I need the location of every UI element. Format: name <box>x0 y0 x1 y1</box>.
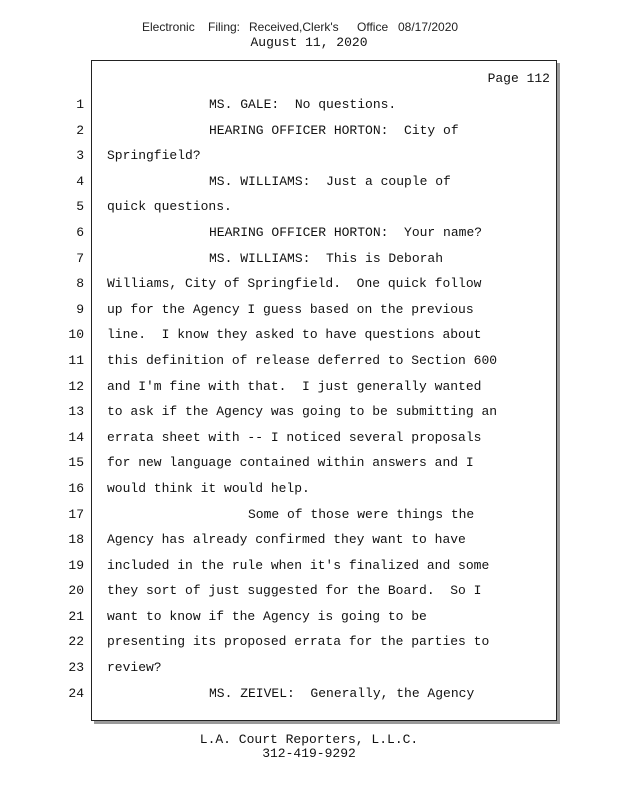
line-number: 20 <box>68 583 84 599</box>
hearing-date: August 11, 2020 <box>250 35 368 50</box>
page-number: Page 112 <box>487 71 550 86</box>
transcript-line: presenting its proposed errata for the parties to <box>107 634 490 650</box>
filing-stamp <box>0 20 618 36</box>
line-number: 3 <box>76 148 84 164</box>
line-number: 1 <box>76 97 84 112</box>
transcript-text <box>107 92 555 706</box>
line-number: 2 <box>76 122 84 138</box>
transcript-line: Agency has already confirmed they want to have <box>107 532 466 548</box>
transcript-line: MS. WILLIAMS: Just a couple of <box>209 173 451 189</box>
line-number: 7 <box>76 250 84 266</box>
transcript-line: to ask if the Agency was going to be submitting an <box>107 404 498 420</box>
line-number: 23 <box>68 660 84 676</box>
transcript-line: want to know if the Agency is going to be <box>107 608 427 624</box>
transcript-line: Williams, City of Springfield. One quick follow <box>107 276 482 292</box>
transcript-line: MS. GALE: No questions. <box>209 97 397 112</box>
line-numbers <box>0 92 86 706</box>
transcript-line: MS. WILLIAMS: This is Deborah <box>209 250 444 266</box>
page-footer <box>0 733 618 761</box>
line-number: 14 <box>68 429 84 445</box>
transcript-line: Some of those were things the <box>248 506 475 522</box>
transcript-line: this definition of release deferred to Section 600 <box>107 352 498 368</box>
line-number: 6 <box>76 224 84 240</box>
line-number: 18 <box>68 532 84 548</box>
transcript-line: review? <box>107 660 162 676</box>
line-number: 10 <box>68 327 84 343</box>
reporter-company: L.A. Court Reporters, L.L.C. <box>199 732 419 747</box>
line-number: 22 <box>68 634 84 650</box>
reporter-phone: 312-419-9292 <box>262 746 356 761</box>
stamp-office: Office <box>357 20 389 34</box>
line-number: 13 <box>68 404 84 420</box>
transcript-line: and I'm fine with that. I just generally wanted <box>107 378 482 394</box>
line-number: 16 <box>68 480 84 496</box>
line-number: 12 <box>68 378 84 394</box>
transcript-line: line. I know they asked to have questions about <box>107 327 482 343</box>
transcript-line: quick questions. <box>107 199 232 215</box>
transcript-line: included in the rule when it's finalized and some <box>107 557 490 573</box>
transcript-line: HEARING OFFICER HORTON: City of <box>209 122 459 138</box>
line-number: 11 <box>68 352 84 368</box>
transcript-line: would think it would help. <box>107 480 310 496</box>
line-number: 15 <box>68 455 84 471</box>
transcript-line: for new language contained within answers and I <box>107 455 474 471</box>
transcript-line: they sort of just suggested for the Board. So I <box>107 583 482 599</box>
line-number: 9 <box>76 301 84 317</box>
line-number: 17 <box>68 506 84 522</box>
line-number: 21 <box>68 608 84 624</box>
transcript-line: up for the Agency I guess based on the previous <box>107 301 474 317</box>
stamp-received: Received,Clerk's <box>249 20 339 34</box>
transcript-line: MS. ZEIVEL: Generally, the Agency <box>209 685 475 701</box>
transcript-line: Springfield? <box>107 148 201 164</box>
line-number: 24 <box>68 685 84 701</box>
transcript-line: HEARING OFFICER HORTON: Your name? <box>209 224 483 240</box>
transcript-line: errata sheet with -- I noticed several proposals <box>107 429 482 445</box>
line-number: 4 <box>76 173 84 189</box>
line-number: 5 <box>76 199 84 215</box>
line-number: 8 <box>76 276 84 292</box>
line-number: 19 <box>68 557 84 573</box>
stamp-electronic: Electronic <box>142 20 195 34</box>
stamp-date: 08/17/2020 <box>398 20 459 34</box>
stamp-filing: Filing: <box>208 20 241 34</box>
